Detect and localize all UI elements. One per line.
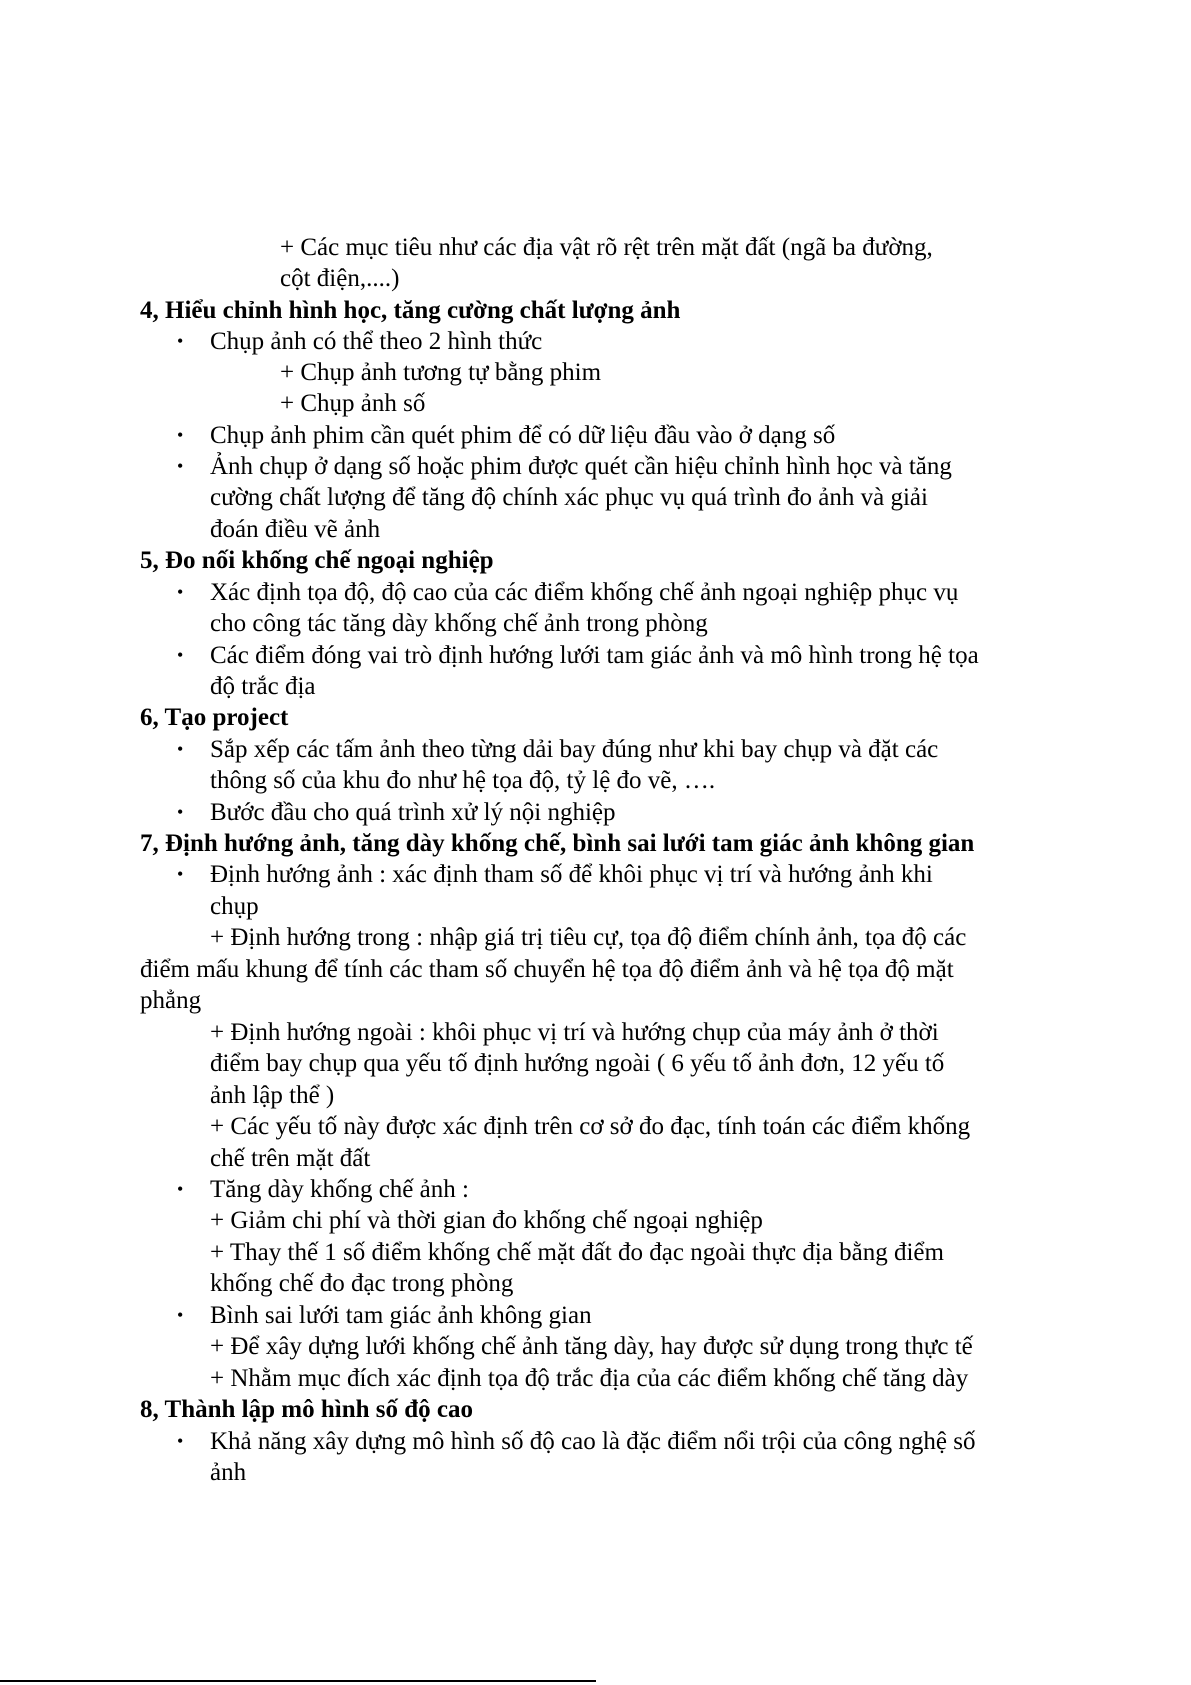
text-line: + Để xây dựng lưới khống chế ảnh tăng dày, hay được sử dụng trong thực tế <box>210 1333 973 1360</box>
text-line: chụp <box>210 893 259 920</box>
text-line: + Các mục tiêu như các địa vật rõ rệt trên mặt đất (ngã ba đường, <box>280 234 933 261</box>
text-line: Khả năng xây dựng mô hình số độ cao là đặc điểm nổi trội của công nghệ số <box>210 1428 976 1455</box>
text-line: Sắp xếp các tấm ảnh theo từng dải bay đúng như khi bay chụp và đặt các <box>210 736 939 763</box>
bullet-icon: • <box>177 864 184 884</box>
text-line: + Nhằm mục đích xác định tọa độ trắc địa của các điểm khống chế tăng dày <box>210 1365 969 1392</box>
bullet-icon: • <box>177 739 184 759</box>
text-line: + Thay thế 1 số điểm khống chế mặt đất đo đạc ngoài thực địa bằng điểm <box>210 1239 944 1266</box>
bullet-icon: • <box>177 1305 184 1325</box>
section-heading-4: 4, Hiểu chỉnh hình học, tăng cường chất lượng ảnh <box>140 297 681 324</box>
text-line: ảnh lập thể ) <box>210 1082 335 1109</box>
section-heading-8: 8, Thành lập mô hình số độ cao <box>140 1396 473 1423</box>
text-line: + Định hướng ngoài : khôi phục vị trí và hướng chụp của máy ảnh ở thời <box>210 1019 939 1046</box>
bullet-icon: • <box>177 456 184 476</box>
text-line: + Định hướng trong : nhập giá trị tiêu cự, tọa độ điểm chính ảnh, tọa độ các <box>210 924 967 951</box>
text-line: Các điểm đóng vai trò định hướng lưới tam giác ảnh và mô hình trong hệ tọa <box>210 642 979 669</box>
bullet-icon: • <box>177 802 184 822</box>
text-line: Bình sai lưới tam giác ảnh không gian <box>210 1302 592 1329</box>
text-line: phẳng <box>140 987 202 1014</box>
text-line: khống chế đo đạc trong phòng <box>210 1270 514 1297</box>
bullet-icon: • <box>177 645 184 665</box>
text-line: Xác định tọa độ, độ cao của các điểm khống chế ảnh ngoại nghiệp phục vụ <box>210 579 959 606</box>
text-line: Ảnh chụp ở dạng số hoặc phim được quét cần hiệu chỉnh hình học và tăng <box>210 453 952 480</box>
text-line: thông số của khu đo như hệ tọa độ, tỷ lệ đo vẽ, …. <box>210 767 716 794</box>
bullet-icon: • <box>177 331 184 351</box>
text-line: Bước đầu cho quá trình xử lý nội nghiệp <box>210 799 616 826</box>
bullet-icon: • <box>177 582 184 602</box>
text-line: Chụp ảnh có thể theo 2 hình thức <box>210 328 543 355</box>
text-line: Chụp ảnh phim cần quét phim để có dữ liệu đầu vào ở dạng số <box>210 422 836 449</box>
text-line: Định hướng ảnh : xác định tham số để khôi phục vị trí và hướng ảnh khi <box>210 861 933 888</box>
section-heading-5: 5, Đo nối khống chế ngoại nghiệp <box>140 547 494 574</box>
bullet-icon: • <box>177 1179 184 1199</box>
text-line: ảnh <box>210 1459 247 1486</box>
text-line: + Chụp ảnh tương tự bằng phim <box>280 359 602 386</box>
text-line: độ trắc địa <box>210 673 316 700</box>
text-line: đoán điều vẽ ảnh <box>210 516 381 543</box>
text-line: Tăng dày khống chế ảnh : <box>210 1176 469 1203</box>
text-line: cột điện,....) <box>280 265 400 292</box>
text-line: chế trên mặt đất <box>210 1145 371 1172</box>
text-line: cho công tác tăng dày khống chế ảnh trong phòng <box>210 610 708 637</box>
text-line: + Giảm chi phí và thời gian đo khống chế ngoại nghiệp <box>210 1207 763 1234</box>
text-line: + Chụp ảnh số <box>280 390 426 417</box>
text-line: + Các yếu tố này được xác định trên cơ sở đo đạc, tính toán các điểm khống <box>210 1113 971 1140</box>
text-line: điểm mấu khung để tính các tham số chuyển hệ tọa độ điểm ảnh và hệ tọa độ mặt <box>140 956 954 983</box>
text-line: cường chất lượng để tăng độ chính xác phục vụ quá trình đo ảnh và giải <box>210 484 928 511</box>
section-heading-7: 7, Định hướng ảnh, tăng dày khống chế, bình sai lưới tam giác ảnh không gian <box>140 830 975 857</box>
text-line: điểm bay chụp qua yếu tố định hướng ngoài ( 6 yếu tố ảnh đơn, 12 yếu tố <box>210 1050 945 1077</box>
bullet-icon: • <box>177 1431 184 1451</box>
page-bottom-rule <box>0 1680 596 1682</box>
section-heading-6: 6, Tạo project <box>140 704 289 731</box>
bullet-icon: • <box>177 425 184 445</box>
